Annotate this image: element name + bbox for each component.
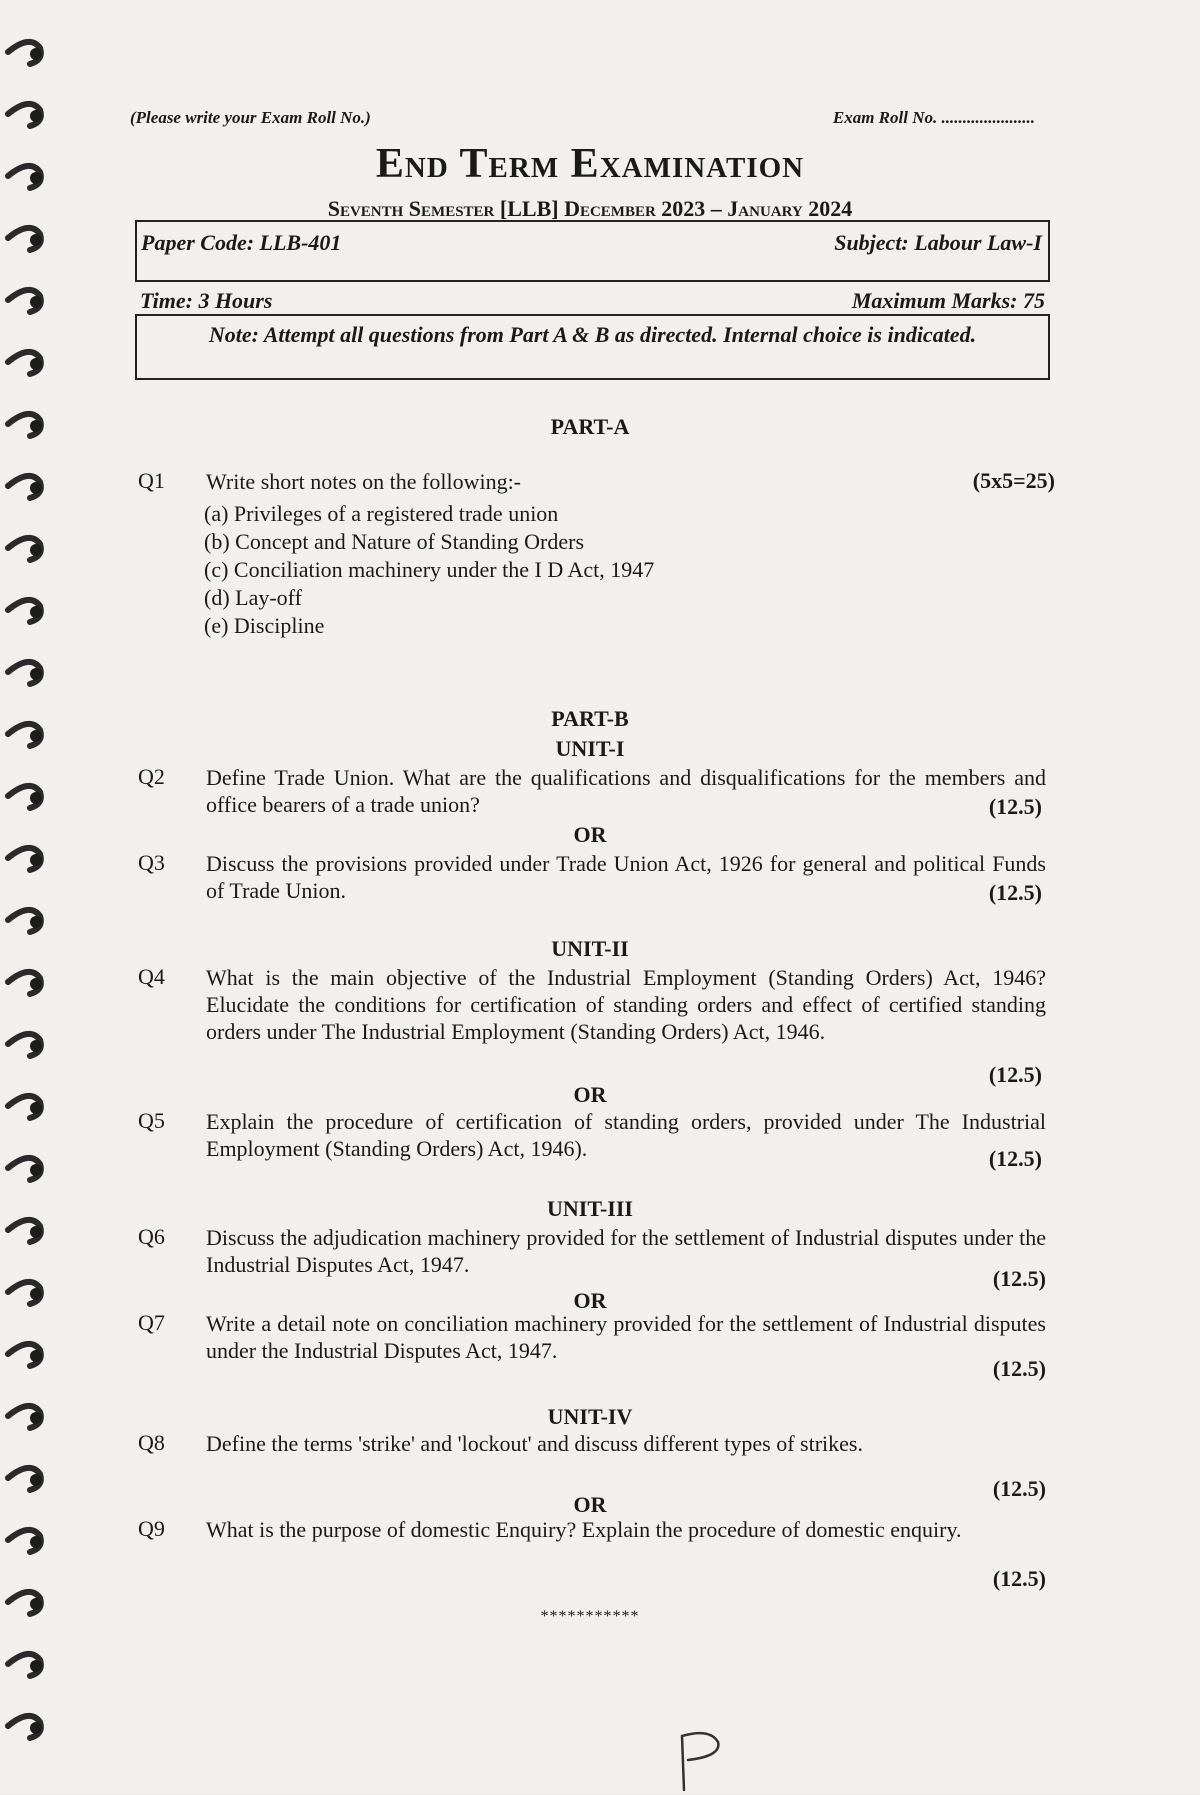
exam-title: End Term Examination <box>375 141 805 187</box>
roll-number-row <box>130 108 1035 128</box>
q1-number: Q1 <box>138 468 165 493</box>
unit-3-or: OR <box>573 1288 607 1313</box>
paper-info-box <box>135 220 1050 282</box>
q3-text: Discuss the provisions provided under Trade Union Act, 1926 for general and political Funds of Trade Union. <box>206 851 1046 903</box>
q1-subparts <box>204 500 654 640</box>
unit-4-or: OR <box>573 1492 607 1517</box>
end-of-paper-marker: *********** <box>540 1608 640 1625</box>
instructions-note: Note: Attempt all questions from Part A & B as directed. Internal choice is indicated. <box>135 314 1050 380</box>
q1-item-c: (c) Conciliation machinery under the I D Act, 1947 <box>204 557 655 582</box>
q1-marks: (5x5=25) <box>972 468 1055 493</box>
q5-text: Explain the procedure of certification of standing orders, provided under The Industrial Employment (Standing Orders) Act, 1946). <box>206 1109 1046 1161</box>
q2-text: Define Trade Union. What are the qualifications and disqualifications for the members and office bearers of a trade union? <box>206 765 1046 817</box>
unit-2-heading: UNIT-II <box>551 936 629 961</box>
handwritten-p-mark <box>670 1730 740 1794</box>
q5-marks: (12.5) <box>988 1146 1042 1171</box>
q9-text: What is the purpose of domestic Enquiry? Explain the procedure of domestic enquiry. <box>206 1517 962 1542</box>
roll-number-field: Exam Roll No. ...................... <box>832 108 1035 127</box>
subject: Subject: Labour Law-I <box>834 230 1042 255</box>
q3-marks: (12.5) <box>988 880 1042 905</box>
unit-1-or: OR <box>573 822 607 847</box>
q8-marks: (12.5) <box>992 1476 1046 1501</box>
q6-text: Discuss the adjudication machinery provided for the settlement of Industrial disputes under the Industrial Disputes Act, 1947. <box>206 1225 1046 1277</box>
unit-2-or: OR <box>573 1082 607 1107</box>
q2-marks: (12.5) <box>988 794 1042 819</box>
unit-1-heading: UNIT-I <box>555 736 625 761</box>
q1-item-a: (a) Privileges of a registered trade union <box>204 501 559 526</box>
q4-text: What is the main objective of the Industrial Employment (Standing Orders) Act, 1946? Elucidate the conditions for certification of standing orders and effect of certified standing orders under The Industrial Employment (Standing Orders) Act, 1946. <box>206 965 1046 1044</box>
unit-3-heading: UNIT-III <box>546 1196 633 1221</box>
part-b-heading: PART-B <box>551 706 629 731</box>
q1-text: Write short notes on the following:- <box>206 469 522 494</box>
time-marks-row <box>140 288 1045 314</box>
paper-code: Paper Code: LLB-401 <box>141 230 342 255</box>
q9-number: Q9 <box>138 1516 165 1541</box>
q9-marks: (12.5) <box>992 1566 1046 1591</box>
q8-number: Q8 <box>138 1430 165 1455</box>
spiral-rings <box>0 30 60 1790</box>
q5-number: Q5 <box>138 1108 165 1133</box>
roll-instruction: (Please write your Exam Roll No.) <box>130 108 371 127</box>
q7-marks: (12.5) <box>992 1356 1046 1381</box>
exam-subtitle: Seventh Semester [LLB] December 2023 – January 2024 <box>327 196 853 221</box>
unit-4-heading: UNIT-IV <box>547 1404 633 1429</box>
q4-marks: (12.5) <box>988 1062 1042 1087</box>
q3-number: Q3 <box>138 850 165 875</box>
q1-item-b: (b) Concept and Nature of Standing Orders <box>204 529 585 554</box>
maximum-marks: Maximum Marks: 75 <box>851 288 1045 313</box>
q8-text: Define the terms 'strike' and 'lockout' and discuss different types of strikes. <box>206 1431 863 1456</box>
q7-text: Write a detail note on conciliation machinery provided for the settlement of Industrial disputes under the Industrial Disputes Act, 1947. <box>206 1311 1046 1363</box>
q6-number: Q6 <box>138 1224 165 1249</box>
time-allowed: Time: 3 Hours <box>140 288 273 313</box>
q4-number: Q4 <box>138 964 165 989</box>
q7-number: Q7 <box>138 1310 165 1335</box>
q1-item-d: (d) Lay-off <box>204 585 302 610</box>
q2-number: Q2 <box>138 764 165 789</box>
spiral-binding-icon <box>0 30 60 1790</box>
part-a-heading: PART-A <box>550 414 630 439</box>
q6-marks: (12.5) <box>992 1266 1046 1291</box>
q1-item-e: (e) Discipline <box>204 613 325 638</box>
